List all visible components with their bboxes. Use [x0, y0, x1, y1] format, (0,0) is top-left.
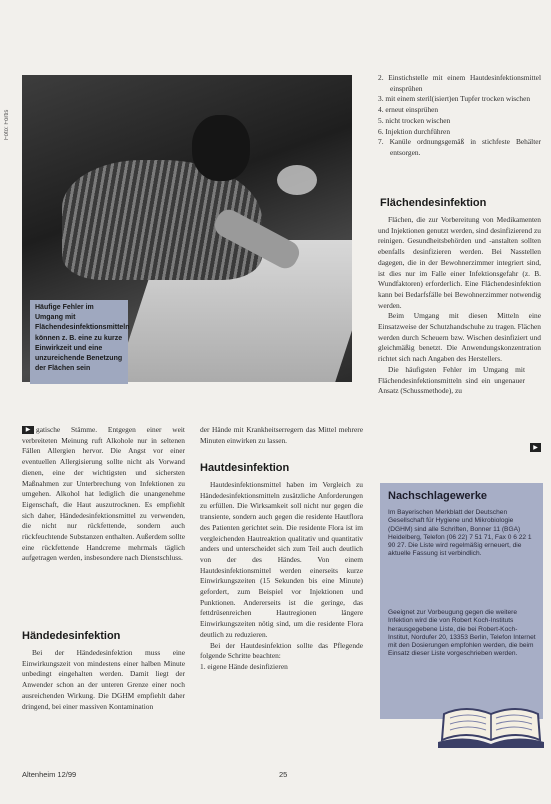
- photo-person-head: [192, 115, 250, 181]
- list-item: 3. mit einem steril(isiert)en Tupfer trocken wischen: [378, 94, 531, 104]
- reference-box-text: Geeignet zur Vorbeugung gegen die weitere Infektion wird die von Robert Koch-Instituts herausgegebene Liste, die bei Robert-Koch-Institut, Nordufer 20, 13353 Berlin, Telefon Internet mit den Dosierungen empfohlen werden, die beim Einsatz dieser Liste vorgeschrieben werden.: [388, 609, 536, 658]
- left-paragraph: [22, 425, 185, 564]
- list-item: 5. nicht trocken wischen: [378, 115, 451, 125]
- heading-flaechendesinfektion: Flächendesinfektion: [380, 197, 487, 209]
- flaechen-paragraph: Die häufigsten Fehler im Umgang mit Flächendesinfektionsmitteln sind ein ungenauer Ansatz (Schussmethode), zu: [378, 364, 525, 396]
- reference-box-title: Nachschlagewerke: [388, 490, 488, 502]
- flaechen-column: [378, 215, 541, 397]
- haut-paragraph: Bei der Hautdesinfektion sollte das Pflegende folgende Schritte beachten:: [200, 640, 363, 661]
- page-number: 25: [279, 770, 288, 779]
- haut-paragraph: Hautdesinfektionsmittel haben im Vergleich zu Händedesinfektionsmitteln zusätzliche Anforderungen zu erfüllen. Die Wirksamkeit soll nicht nur gegen die transiente, sondern auch gegen die residente Hautflora des Patienten gerichtet sein. Die residente Flora ist im vergleichenden Hautreaktion qualitativ und quantitativ anders und unterscheidet sich zum Teil auch deutlich von der des Händes. Von einem Hautdesinfektionsmittel werden einerseits kurze Einwirkungszeiten (15 Sekunden bis eine Minute) gefordert, zum Beispiel vor Injektionen und Punktionen. Andererseits ist die geringe, das fettdrüsenreichen Hautregionen längere Einwirkungszeiten nötig sind, um die residente Flora deutlich zu reduzieren.: [200, 480, 363, 639]
- list-item: 7. Kanüle ordnungsgemäß in stichfeste Behälter entsorgen.: [378, 137, 541, 157]
- list-item: 6. Injektion durchführen: [378, 126, 451, 136]
- haut-paragraph: 1. eigene Hände desinfizieren: [200, 661, 288, 671]
- haende-paragraph: Bei der Händedesinfektion muss eine Einwirkungszeit von mindestens einer halben Minute unbedingt eingehalten werden. Damit liegt der Anwender schon an der unteren Grenze einer noch ausreichenden Wirkung. Die DGHM empfiehlt daher dringend, bei einer massiven Kontamination: [22, 648, 185, 711]
- left-column: [22, 425, 185, 564]
- continue-arrow-icon: ▶: [530, 443, 541, 452]
- reference-box-text: Im Bayerischen Merkblatt der Deutschen Gesellschaft für Hygiene und Mikrobiologie (DGHM) sind alle Schriften, Bonner 11 (BGA) Heidelberg, Telefon (06 22) 7 51 71, Fax 0 6 22 1 90 27. Die Liste wird regelmäßig erneuert, die aktuelle Fassung ist verbindlich.: [388, 509, 532, 558]
- list-item: 2. Einstichstelle mit einem Hautdesinfektionsmittel einsprühen: [378, 73, 541, 93]
- haut-column: [200, 480, 363, 673]
- middle-paragraph: der Hände mit Krankheitserregern das Mittel mehrere Minuten einwirken zu lassen.: [200, 425, 363, 445]
- heading-haendedesinfektion: Händedesinfektion: [22, 630, 121, 642]
- middle-column: [200, 425, 363, 446]
- footer-magazine: Altenheim 12/99: [22, 770, 77, 779]
- flaechen-paragraph: Flächen, die zur Vorbereitung von Medikamenten und Injektionen genutzt werden, sind desinfizierend zu reinigen. Gesundheitsbehörden und -anstalten sollten ebenfalls desinfizieren werden. Bei Nasstellen dagegen, die in der Bewohnerzimmer integriert sind, ist dies nur im Falle einer Infektionsgefahr (z. B. Wundfaktoren) erforderlich. Eine Flächendesinfektion kann bei Bedarfsfälle bei Bewohnerzimmer notwendig werden.: [378, 215, 541, 310]
- list-item: 4. erneut einsprühen: [378, 105, 439, 115]
- flaechen-paragraph: Beim Umgang mit diesen Mitteln eine Einsatzweise der Schutzhandschuhe zu tragen. Flächen werden durch Scheuern bzw. Wischen desinfiziert und gleichmäßig benetzt. Die Anwendungskonzentration richtet sich nach Angaben des Herstellers.: [378, 311, 541, 364]
- heading-hautdesinfektion: Hautdesinfektion: [200, 462, 290, 474]
- left-text: gatische Stämme. Entgegen einer weit verbreiteten Meinung ruft Alkohole nur in seltenen Fällen Allergien hervor. Die Angst vor einer eventuellen Allergisierung sollte nicht als Vorwand dienen, eine der wichtigsten und sichersten Maßnahmen zur Unterbrechung von Infektionen zu umgehen. Alkohol hat lediglich die unangenehme Eigenschaft, die Haut auszutrocknen. Es empfiehlt sich daher, Händedesinfektionsmittel zu verwenden, die nicht nur rückfettende, sondern auch rückfeuchtende Substanzen enthalten. Außerdem sollte eine rückfettende Handcreme mehrmals täglich aufgetragen werden, insbesondere nach Dienstschluss.: [22, 425, 185, 563]
- photo-credit: Foto: Fortis: [4, 109, 10, 140]
- continued-arrow-icon: ▶: [22, 426, 34, 434]
- steps-list: [378, 73, 541, 159]
- reference-box: [380, 483, 543, 719]
- photo-caption: Häufige Fehler im Umgang mit Flächendesinfektionsmitteln können z. B. eine zu kurze Einwirkzeit und eine unzureichende Benetzung der Flächen sein: [30, 300, 128, 384]
- photo-lamp: [277, 165, 317, 195]
- haende-column: [22, 648, 185, 712]
- open-book-icon: [436, 700, 546, 750]
- steps-column: [378, 73, 541, 159]
